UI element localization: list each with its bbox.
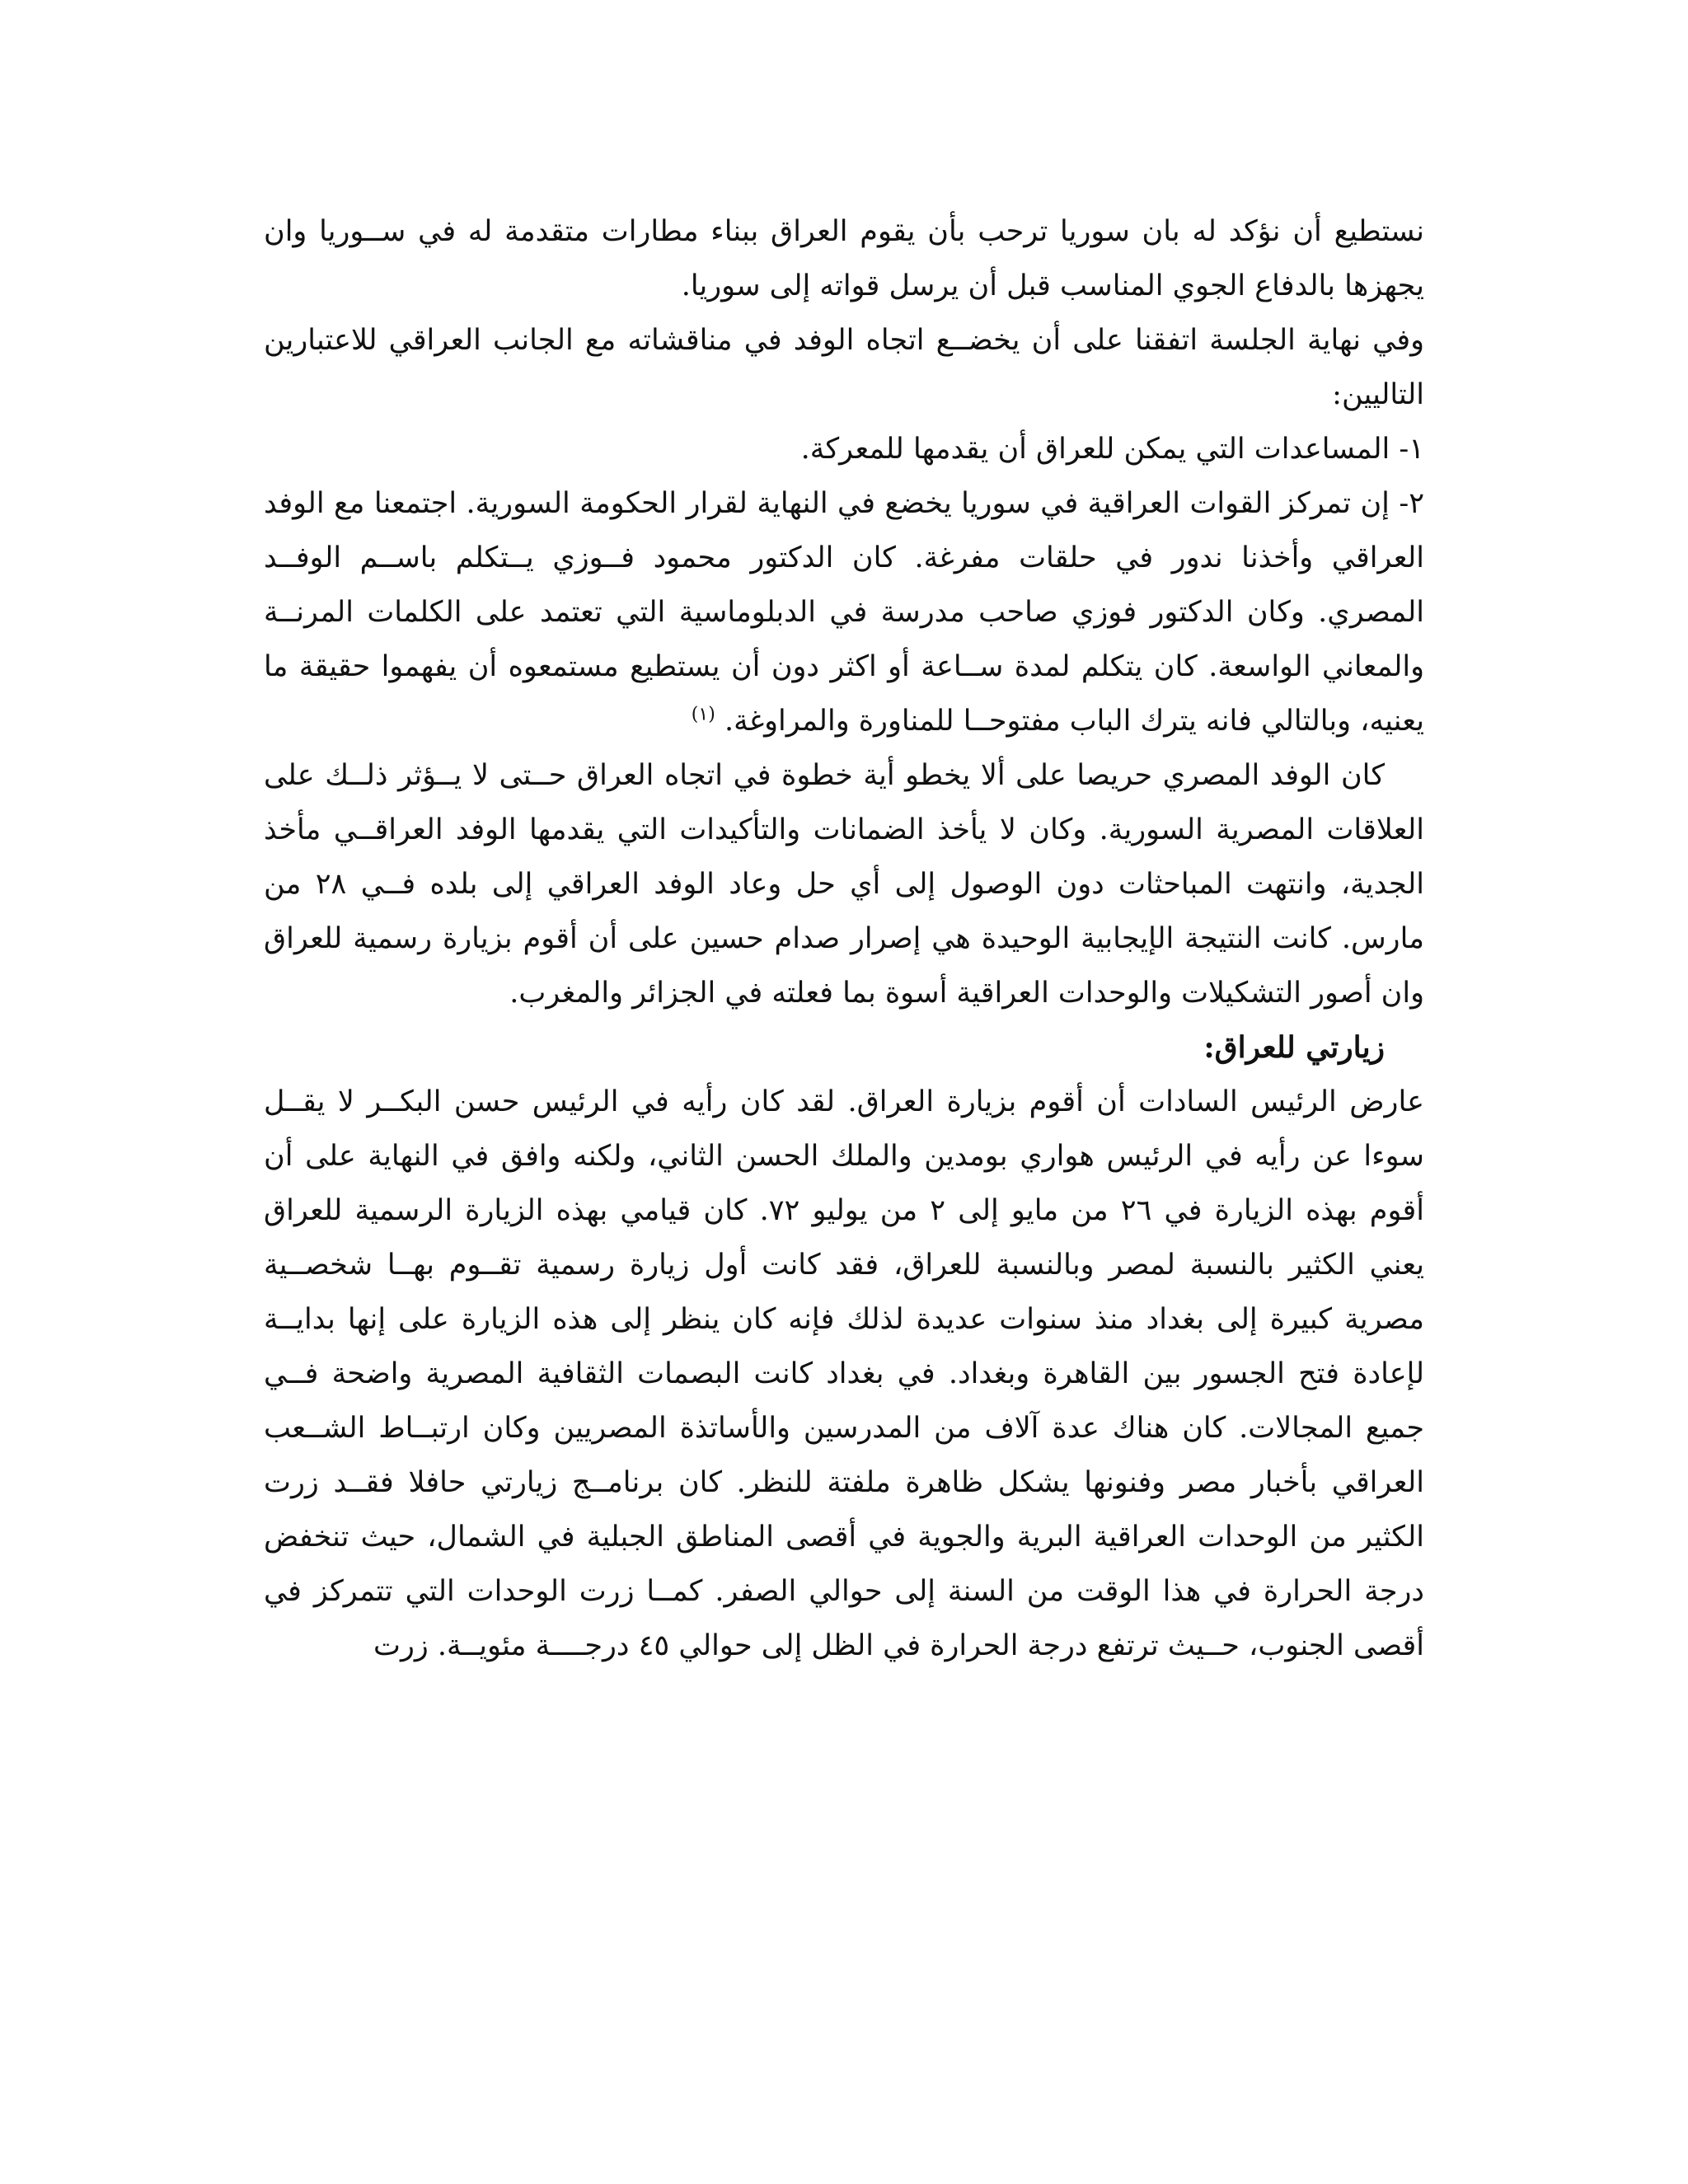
- paragraph-airfields: نستطيع أن نؤكد له بان سوريا ترحب بأن يقوم العراق ببناء مطارات متقدمة له في ســوريا وان يجهزها بالدفاع الجوي المناسب قبل أن يرسل قواته إلى سوريا.: [264, 215, 1424, 302]
- list-item-2: [264, 476, 1424, 748]
- section-heading: زيارتي للعراق:: [1203, 1030, 1385, 1065]
- list-item-2-text: ٢- إن تمركز القوات العراقية في سوريا يخضع في النهاية لقرار الحكومة السورية. اجتمعنا مع الوفد العراقي وأخذنا ندور في حلقات مفرغة. كان الدكتور محمود فــوزي يــتكلم باســم الوفــد المصري. وكان الدكتور فوزي صاحب مدرسة في الدبلوماسية التي تعتمد على الكلمات المرنــة والمعاني الواسعة. كان يتكلم لمدة ســاعة أو اكثر دون أن يستطيع مستمعوه أن يفهموا حقيقة ما يعنيه، وبالتالي فانه يترك الباب مفتوحــا للمناورة والمراوغة.: [264, 487, 1424, 738]
- body-text: [264, 204, 1424, 1673]
- list-item-1: ١- المساعدات التي يمكن للعراق أن يقدمها للمعركة.: [800, 433, 1424, 466]
- paragraph-iraq-visit: عارض الرئيس السادات أن أقوم بزيارة العراق. لقد كان رأيه في الرئيس حسن البكــر لا يقــل سوءا عن رأيه في الرئيس هواري بومدين والملك الحسن الثاني، ولكنه وافق في النهاية على أن أقوم بهذه الزيارة في ٢٦ من مايو إلى ٢ من يوليو ٧٢. كان قيامي بهذه الزيارة الرسمية للعراق يعني الكثير بالنسبة لمصر وبالنسبة للعراق، فقد كانت أول زيارة رسمية تقــوم بهــا شخصــية مصرية كبيرة إلى بغداد منذ سنوات عديدة لذلك فإنه كان ينظر إلى هذه الزيارة على إنها بدايــة لإعادة فتح الجسور بين القاهرة وبغداد. في بغداد كانت البصمات الثقافية المصرية واضحة فــي جميع المجالات. كان هناك عدة آلاف من المدرسين والأساتذة المصريين وكان ارتبــاط الشــعب العراقي بأخبار مصر وفنونها يشكل ظاهرة ملفتة للنظر. كان برنامــج زيارتي حافلا فقــد زرت الكثير من الوحدات العراقية البرية والجوية في أقصى المناطق الجبلية في الشمال، حيث تنخفض درجة الحرارة في هذا الوقت من السنة إلى حوالي الصفر. كمــا زرت الوحدات التي تتمركز في أقصى الجنوب، حــيث ترتفع درجة الحرارة في الظل إلى حوالي ٤٥ درجــــة مئويــة. زرت: [264, 1085, 1424, 1662]
- paragraph-two-considerations: وفي نهاية الجلسة اتفقنا على أن يخضــع اتجاه الوفد في مناقشاته مع الجانب العراقي للاعتبارين التاليين:: [264, 324, 1424, 411]
- paragraph-egyptian-delegation: كان الوفد المصري حريصا على ألا يخطو أية خطوة في اتجاه العراق حــتى لا يــؤثر ذلــك على العلاقات المصرية السورية. وكان لا يأخذ الضمانات والتأكيدات التي يقدمها الوفد العراقــي مأخذ الجدية، وانتهت المباحثات دون الوصول إلى أي حل وعاد الوفد العراقي إلى بلده فــي ٢٨ من مارس. كانت النتيجة الإيجابية الوحيدة هي إصرار صدام حسين على أن أقوم بزيارة رسمية للعراق وان أصور التشكيلات والوحدات العراقية أسوة بما فعلته في الجزائر والمغرب.: [264, 759, 1424, 1010]
- footnote-marker: (١): [691, 704, 715, 725]
